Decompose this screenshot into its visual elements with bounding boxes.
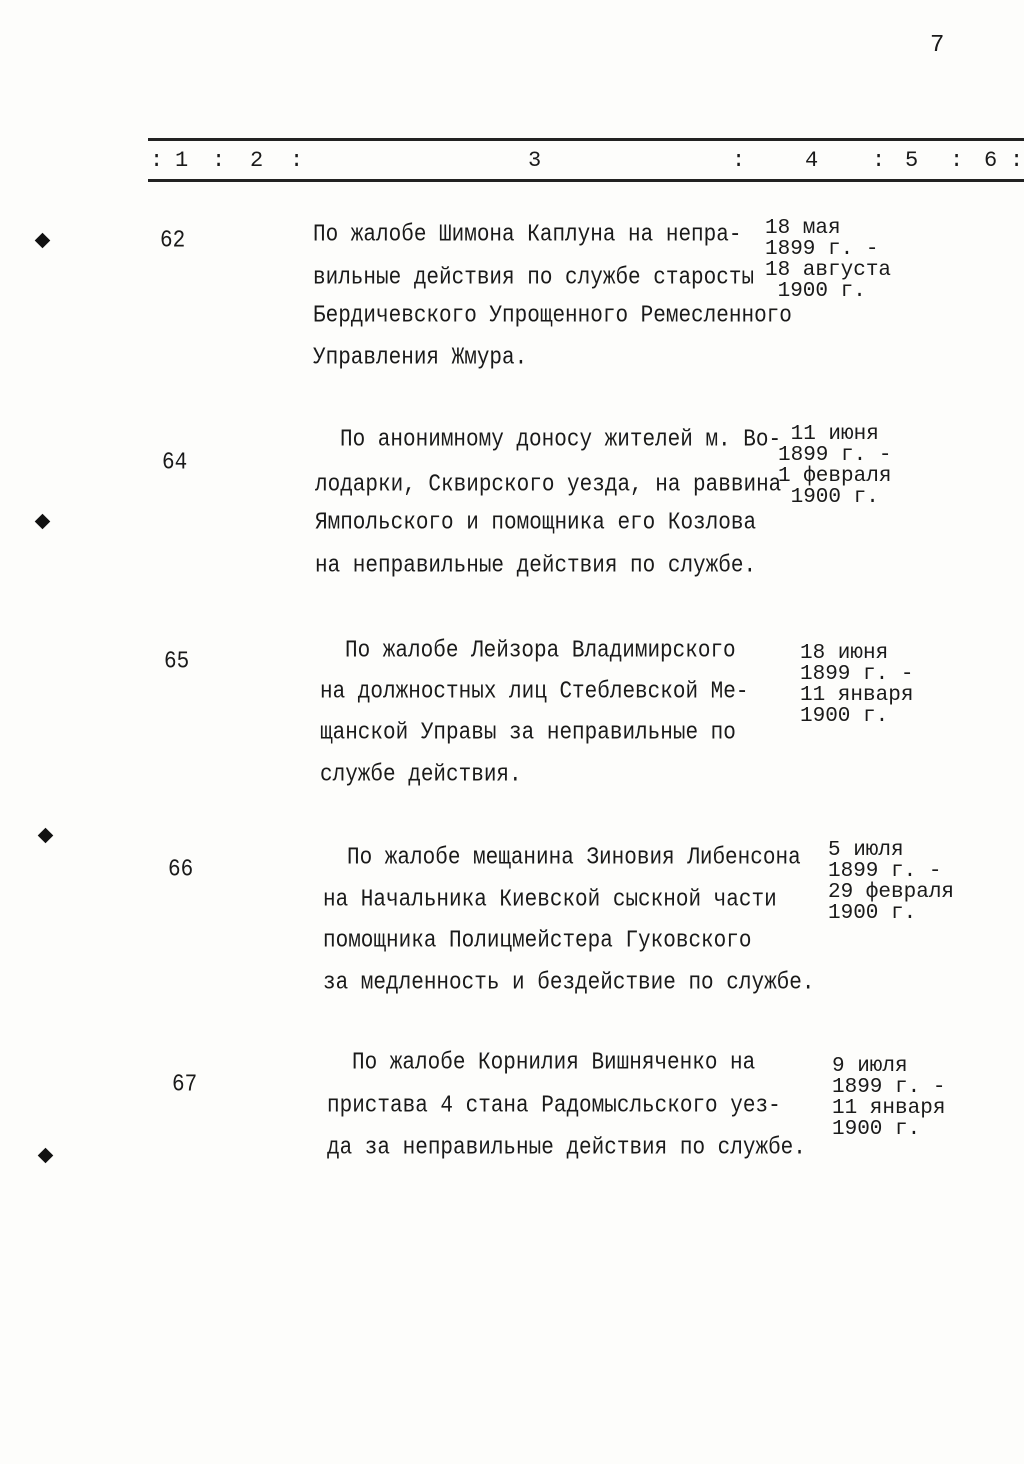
column-separator: : xyxy=(290,148,304,173)
entry-date-line: 1899 г. - xyxy=(765,238,879,261)
entry-date-line: 1900 г. xyxy=(765,280,866,303)
entry-date-line: 1900 г. xyxy=(800,705,889,728)
entry-date-line: 1899 г. - xyxy=(778,444,892,467)
entry-description-line: помощника Полицмейстера Гуковского xyxy=(323,928,752,955)
entry-date-line: 1899 г. - xyxy=(832,1076,946,1099)
entry-date-line: 1899 г. - xyxy=(800,663,914,686)
entry-date-line: 1900 г. xyxy=(778,486,879,509)
entry-date-line: 18 июня xyxy=(800,642,889,665)
entry-description-line: щанской Управы за неправильные по xyxy=(320,720,736,747)
entry-number: 66 xyxy=(168,857,194,884)
entry-date-line: 18 мая xyxy=(765,217,841,240)
header-bottom-rule xyxy=(148,179,1024,182)
margin-mark xyxy=(38,1148,54,1164)
column-number: 6 xyxy=(984,148,998,173)
column-separator: : xyxy=(872,148,886,173)
entry-description-line: По жалобе Лейзора Владимирского xyxy=(345,638,736,665)
entry-date-line: 1900 г. xyxy=(828,902,917,925)
column-separator: : xyxy=(212,148,226,173)
entry-date-line: 9 июля xyxy=(832,1055,908,1078)
entry-date-line: 11 января xyxy=(800,684,914,707)
column-number: 3 xyxy=(528,148,542,173)
column-number: 2 xyxy=(250,148,264,173)
column-separator: : xyxy=(150,148,164,173)
entry-description-line: за медленность и бездействие по службе. xyxy=(323,970,815,997)
column-separator: : xyxy=(1010,148,1024,173)
entry-number: 67 xyxy=(172,1072,198,1099)
entry-description-line: да за неправильные действия по службе. xyxy=(327,1135,806,1162)
entry-description-line: По анонимному доносу жителей м. Во- xyxy=(340,427,782,454)
entry-number: 65 xyxy=(164,649,190,676)
margin-mark xyxy=(38,828,54,844)
entry-date-line: 1899 г. - xyxy=(828,860,942,883)
margin-mark xyxy=(35,514,51,530)
margin-mark xyxy=(35,233,51,249)
entry-description-line: службе действия. xyxy=(320,762,522,789)
entry-description-line: Бердичевского Упрощенного Ремесленного xyxy=(313,303,792,330)
entry-description-line: Ямпольского и помощника его Козлова xyxy=(315,510,757,537)
entry-date-line: 29 февраля xyxy=(828,881,955,904)
column-number: 1 xyxy=(175,148,189,173)
entry-date-line: 18 августа xyxy=(765,259,892,282)
entry-number: 62 xyxy=(160,228,186,255)
column-number: 5 xyxy=(905,148,919,173)
entry-description-line: По жалобе Шимона Каплуна на непра- xyxy=(313,222,742,249)
column-separator: : xyxy=(950,148,964,173)
entry-description-line: на Начальника Киевской сыскной части xyxy=(323,887,777,914)
entry-description-line: пристава 4 стана Радомысльского уез- xyxy=(327,1093,781,1120)
entry-description-line: лодарки, Сквирского уезда, на раввина xyxy=(315,472,782,499)
entry-number: 64 xyxy=(162,450,188,477)
entry-date-line: 11 июня xyxy=(778,423,879,446)
entry-description-line: Управления Жмура. xyxy=(313,345,528,372)
entry-date-line: 1 февраля xyxy=(778,465,892,488)
header-top-rule xyxy=(148,138,1024,141)
entry-date-line: 5 июля xyxy=(828,839,904,862)
entry-date-line: 11 января xyxy=(832,1097,946,1120)
entry-description-line: По жалобе Корнилия Вишняченко на xyxy=(352,1050,756,1077)
entry-date-line: 1900 г. xyxy=(832,1118,921,1141)
column-number: 4 xyxy=(805,148,819,173)
column-separator: : xyxy=(732,148,746,173)
entry-description-line: на должностных лиц Стеблевской Ме- xyxy=(320,679,749,706)
entry-description-line: вильные действия по службе старосты xyxy=(313,265,755,292)
page-number: 7 xyxy=(930,32,945,59)
entry-description-line: на неправильные действия по службе. xyxy=(315,553,757,580)
entry-description-line: По жалобе мещанина Зиновия Либенсона xyxy=(347,845,801,872)
